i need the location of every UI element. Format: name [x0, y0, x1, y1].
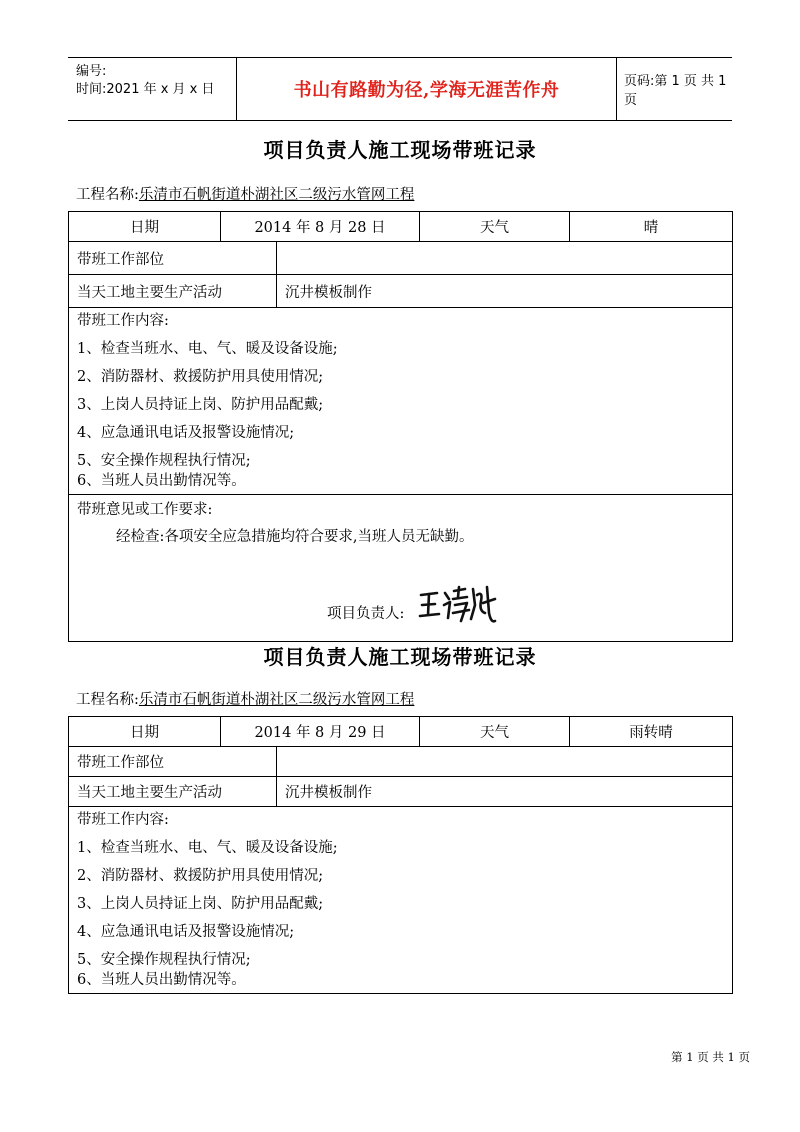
content-item: 5、安全操作规程执行情况; [77, 952, 251, 968]
date-label: 日期 [69, 717, 221, 747]
position-label: 带班工作部位 [69, 242, 277, 275]
opinion-cell [69, 495, 733, 642]
work-content-cell [69, 807, 733, 994]
project-label: 工程名称: [76, 187, 139, 203]
content-item: 5、安全操作规程执行情况; [77, 453, 251, 469]
opinion-text: 经检查:各项安全应急措施均符合要求,当班人员无缺勤。 [116, 529, 474, 545]
content-item: 1、检查当班水、电、气、暖及设备设施; [77, 840, 338, 856]
content-item: 3、上岗人员持证上岗、防护用品配戴; [77, 896, 324, 912]
activity-value: 沉井模板制作 [277, 275, 733, 308]
content-item: 2、消防器材、救援防护用具使用情况; [77, 369, 324, 385]
activity-label: 当天工地主要生产活动 [69, 275, 277, 308]
record-table [68, 211, 733, 642]
position-value [277, 242, 733, 275]
activity-value: 沉井模板制作 [277, 777, 733, 807]
record-table [68, 716, 733, 994]
record-title: 项目负责人施工现场带班记录 [263, 645, 537, 669]
position-label: 带班工作部位 [69, 747, 277, 777]
content-item: 4、应急通讯电话及报警设施情况; [77, 924, 295, 940]
number-label: 编号: [76, 64, 107, 79]
project-line [76, 688, 414, 709]
weather-value: 雨转晴 [570, 717, 733, 747]
content-item: 2、消防器材、救援防护用具使用情况; [77, 868, 324, 884]
handwritten-signature [417, 583, 499, 627]
content-label: 带班工作内容: [77, 812, 169, 828]
activity-label: 当天工地主要生产活动 [69, 777, 277, 807]
page-header [68, 57, 732, 121]
position-value [277, 747, 733, 777]
content-label: 带班工作内容: [77, 313, 169, 329]
date-value: 2014 年 8 月 28 日 [221, 212, 420, 242]
project-name: 乐清市石帆街道朴湖社区二级污水管网工程 [138, 692, 415, 708]
project-label: 工程名称: [76, 692, 139, 708]
content-item: 4、应急通讯电话及报警设施情况; [77, 425, 295, 441]
motto-text: 书山有路勤为径,学海无涯苦作舟 [236, 58, 617, 120]
weather-label: 天气 [420, 717, 570, 747]
content-item: 1、检查当班水、电、气、暖及设备设施; [77, 341, 338, 357]
weather-label: 天气 [420, 212, 570, 242]
content-item: 6、当班人员出勤情况等。 [77, 972, 246, 988]
weather-value: 晴 [570, 212, 733, 242]
date-label: 日期 [69, 212, 221, 242]
opinion-label: 带班意见或工作要求: [77, 502, 213, 518]
content-item: 3、上岗人员持证上岗、防护用品配戴; [77, 397, 324, 413]
date-value: 2014 年 8 月 29 日 [221, 717, 420, 747]
footer-page-number: 第 1 页 共 1 页 [671, 1050, 750, 1064]
page-number-label: 页码:第 1 页 共 1 页 [624, 74, 727, 108]
work-content-cell [69, 308, 733, 495]
content-item: 6、当班人员出勤情况等。 [77, 473, 246, 489]
time-label: 时间:2021 年 x 月 x 日 [76, 82, 215, 97]
project-line [76, 183, 414, 204]
header-meta [68, 58, 236, 120]
record-title: 项目负责人施工现场带班记录 [263, 138, 537, 162]
project-name: 乐清市石帆街道朴湖社区二级污水管网工程 [138, 187, 415, 203]
signer-label: 项目负责人: [327, 606, 405, 622]
